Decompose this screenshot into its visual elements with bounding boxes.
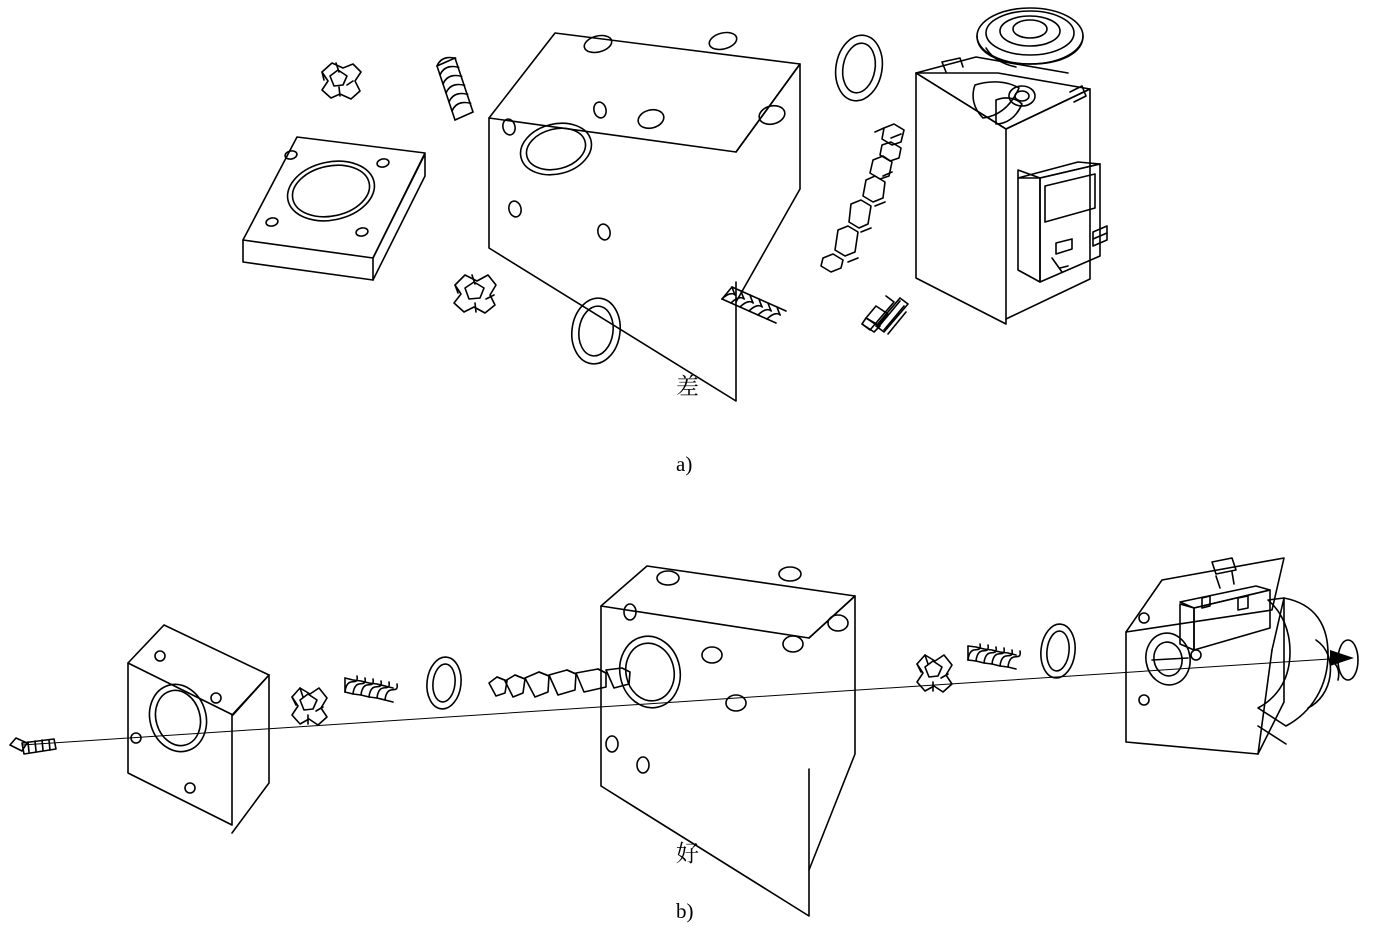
end-cover-plate-b [128, 625, 269, 833]
panel-a-quality-label: 差 [676, 374, 699, 399]
o-ring-seal-a-lower [568, 295, 625, 367]
o-ring-seal-a-upper [831, 32, 888, 105]
coil-spring-b-left [345, 676, 397, 702]
valve-body-block-a [489, 30, 800, 401]
coil-spring-a [437, 58, 473, 121]
coil-spring-a-lower [722, 287, 786, 323]
cross-retainer-a-lower [454, 275, 496, 313]
coil-spring-b-right [968, 644, 1020, 669]
spool-valve-b [489, 668, 630, 697]
solenoid-coil-assembly-a [916, 8, 1107, 324]
cross-shaped-retainer-a [322, 63, 361, 99]
cross-retainer-b-left [292, 688, 327, 725]
end-cover-plate-a [243, 137, 425, 280]
panel-b-quality-label: 好 [676, 841, 699, 866]
screw-fastener-a [862, 296, 908, 334]
screw-fastener-b [10, 738, 56, 754]
panel-a-label: a) [676, 452, 693, 476]
valve-body-block-b [601, 566, 855, 916]
panel-b-label: b) [676, 899, 694, 923]
o-ring-seal-b-left [424, 655, 463, 710]
o-ring-seal-b-right [1038, 622, 1077, 679]
cross-retainer-b-right [917, 655, 952, 692]
spool-valve-a [821, 124, 904, 272]
solenoid-coil-assembly-b [1126, 558, 1358, 754]
panel-a-drawing [243, 8, 1107, 401]
